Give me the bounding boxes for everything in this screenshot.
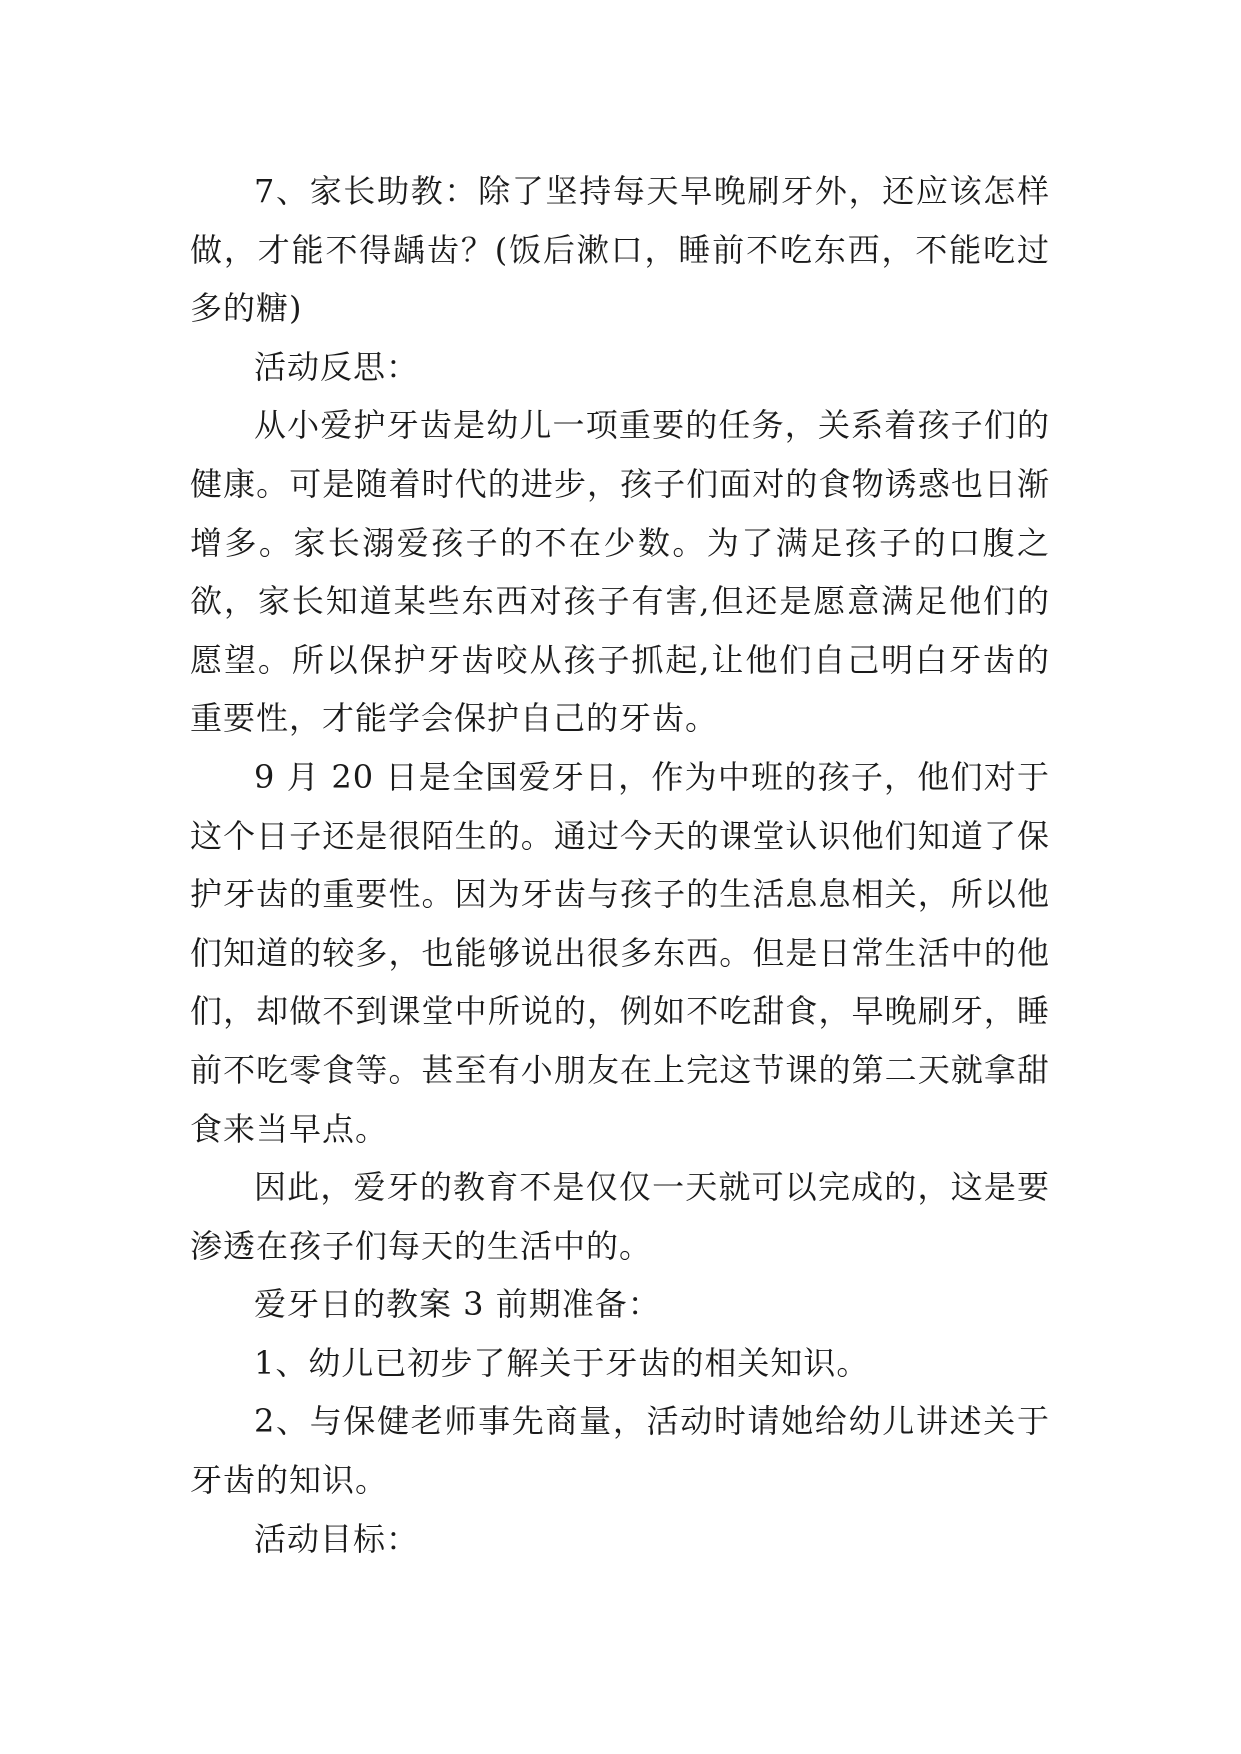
paragraph-parent-helper: 7、家长助教：除了坚持每天早晚刷牙外，还应该怎样做，才能不得龋齿？(饭后漱口，睡前不吃东西，不能吃过多的糖) — [190, 172, 1050, 328]
document-body — [190, 162, 1050, 1568]
heading-activity-reflection: 活动反思： — [254, 347, 420, 386]
list-item-preparation-2: 2、与保健老师事先商量，活动时请她给幼儿讲述关于牙齿的知识。 — [190, 1402, 1050, 1500]
paragraph-reflection-3: 因此，爱牙的教育不是仅仅一天就可以完成的，这是要渗透在孩子们每天的生活中的。 — [190, 1168, 1050, 1265]
heading-activity-goals: 活动目标： — [254, 1519, 420, 1558]
paragraph-reflection-2: 9 月 20 日是全国爱牙日，作为中班的孩子，他们对于这个日子还是很陌生的。通过今天的课堂认识他们知道了保护牙齿的重要性。因为牙齿与孩子的生活息息相关，所以他们知道的较多，也能够说出很多东西。但是日常生活中的他们，却做不到课堂中所说的，例如不吃甜食，早晚刷牙，睡前不吃零食等。甚至有小朋友在上完这节课的第二天就拿甜食来当早点。 — [190, 757, 1050, 1148]
paragraph-reflection-1: 从小爱护牙齿是幼儿一项重要的任务，关系着孩子们的健康。可是随着时代的进步，孩子们面对的食物诱惑也日渐增多。家长溺爱孩子的不在少数。为了满足孩子的口腹之欲，家长知道某些东西对孩子有害,但还是愿意满足他们的愿望。所以保护牙齿咬从孩子抓起,让他们自己明白牙齿的重要性，才能学会保护自己的牙齿。 — [190, 406, 1050, 738]
heading-lesson-plan-3-preparation: 爱牙日的教案 3 前期准备： — [254, 1285, 661, 1324]
list-item-preparation-1: 1、幼儿已初步了解关于牙齿的相关知识。 — [254, 1343, 870, 1382]
